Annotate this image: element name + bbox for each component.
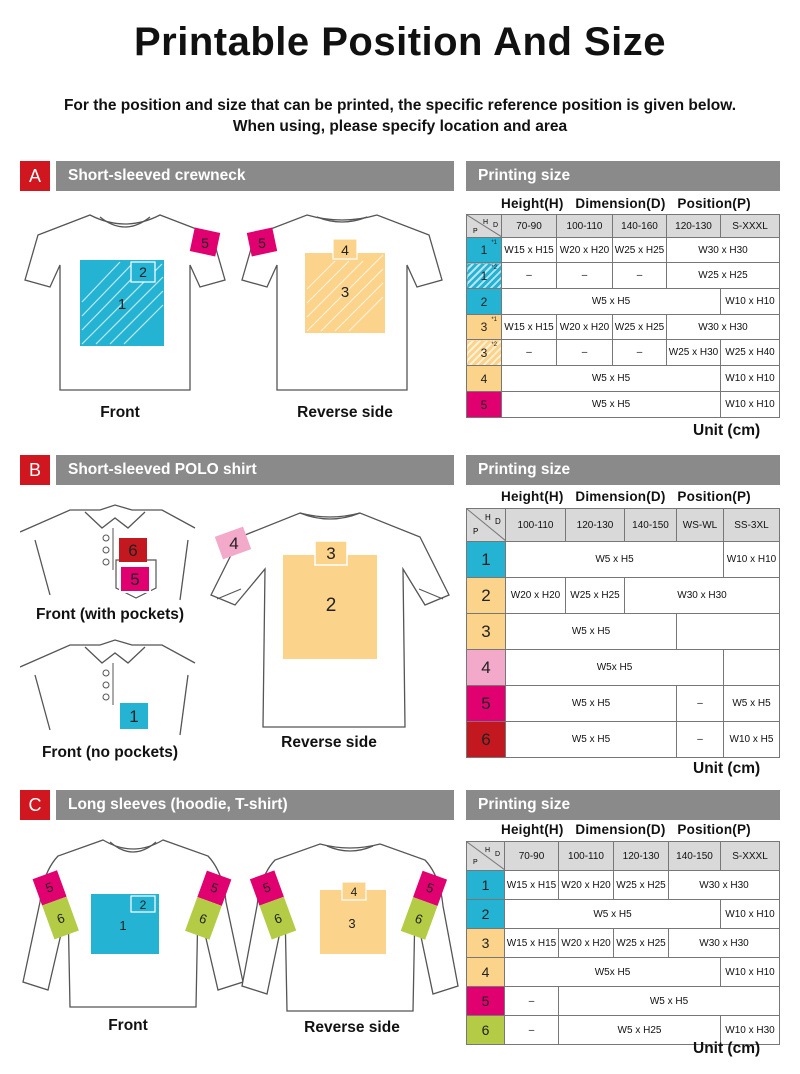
cell: W5 x H5 <box>724 686 780 722</box>
longsleeve-front-illustration <box>18 832 248 1012</box>
cell: W20 x H20 <box>557 315 613 340</box>
section-b-size-table <box>466 508 780 758</box>
cell: W30 x H30 <box>667 238 780 263</box>
row-key-3-alt: 3 *2 <box>467 340 502 366</box>
cell: W5 x H25 <box>559 1016 721 1045</box>
section-a-table-legend <box>501 196 751 211</box>
mark-1: 1 <box>119 918 127 933</box>
cell: – <box>557 340 613 366</box>
row-key-4: 4 <box>467 958 505 987</box>
mark-5-left: 5 <box>43 879 56 896</box>
row-key-3: 3 <box>467 929 505 958</box>
legend-height: Height(H) <box>501 822 564 837</box>
row-key-4: 4 <box>467 650 506 686</box>
cell: W30 x H30 <box>669 929 780 958</box>
cell: W25 x H25 <box>613 315 667 340</box>
table-row <box>467 987 780 1016</box>
legend-position: Position(P) <box>677 196 751 211</box>
polo-front-no-pockets-caption: Front (no pockets) <box>41 744 179 761</box>
legend-height: Height(H) <box>501 196 564 211</box>
legend-dimension: Dimension(D) <box>575 822 666 837</box>
cell: W10 x H5 <box>724 722 780 758</box>
cell-empty <box>724 650 780 686</box>
svg-text:H: H <box>485 513 491 522</box>
svg-text:D: D <box>495 851 501 858</box>
cell: W20 x H20 <box>559 929 614 958</box>
tshirt-front-illustration <box>20 205 230 395</box>
table-row <box>467 263 780 289</box>
size-col-2: 120-130 <box>614 842 669 871</box>
table-row <box>467 289 780 315</box>
table-row <box>467 542 780 578</box>
cell: – <box>505 987 559 1016</box>
size-col-3: 120-130 <box>667 215 721 238</box>
cell: W10 x H10 <box>721 392 780 418</box>
polo-back-caption: Reverse side <box>281 734 377 751</box>
svg-text:P: P <box>473 228 478 235</box>
size-col-0: 100-110 <box>506 509 566 542</box>
mark-4: 4 <box>350 885 358 899</box>
section-a-unit: Unit (cm) <box>693 422 761 439</box>
cell: W10 x H30 <box>721 1016 780 1045</box>
row-key-1-alt: 1 *2 <box>467 263 502 289</box>
table-row <box>467 366 780 392</box>
cell: W5 x H5 <box>505 900 721 929</box>
legend-position: Position(P) <box>677 822 751 837</box>
cell: W15 x H15 <box>502 238 557 263</box>
mark-2: 2 <box>325 595 337 616</box>
table-row <box>467 929 780 958</box>
cell: – <box>557 263 613 289</box>
row-key-5: 5 <box>467 392 502 418</box>
mark-6-right: 6 <box>412 910 425 928</box>
section-b-table-legend <box>501 489 751 504</box>
longsleeve-back-illustration <box>240 836 460 1016</box>
row-key-2: 2 <box>467 289 502 315</box>
cell: W5 x H5 <box>502 392 721 418</box>
table-row <box>467 958 780 987</box>
section-a-title: Short-sleeved crewneck <box>56 161 454 191</box>
cell: W5 x H5 <box>559 987 780 1016</box>
cell: W25 x H40 <box>721 340 780 366</box>
svg-text:D: D <box>495 517 501 526</box>
section-b-letter: B <box>20 455 50 485</box>
row-key-5: 5 <box>467 987 505 1016</box>
row-key-1: 1 <box>467 871 505 900</box>
table-row <box>467 650 780 686</box>
cell: – <box>502 263 557 289</box>
section-c-table-legend <box>501 822 751 837</box>
size-col-4: S-XXXL <box>721 215 780 238</box>
cell: W25 x H25 <box>613 238 667 263</box>
legend-position: Position(P) <box>677 489 751 504</box>
size-col-2: 140-150 <box>625 509 677 542</box>
cell: – <box>613 263 667 289</box>
size-col-4: S-XXXL <box>721 842 780 871</box>
size-col-2: 140-160 <box>613 215 667 238</box>
row-key-6: 6 <box>467 1016 505 1045</box>
svg-text:P: P <box>473 859 478 866</box>
mark-5-right: 5 <box>208 879 221 897</box>
cell: W25 x H25 <box>566 578 625 614</box>
row-key-3: 3 *1 <box>467 315 502 340</box>
table-row <box>467 578 780 614</box>
table-corner-cell <box>467 842 505 871</box>
cell: W5 x H5 <box>506 614 677 650</box>
cell: W10 x H10 <box>721 900 780 929</box>
cell: W5 x H5 <box>502 289 721 315</box>
cell: W25 x H25 <box>614 871 669 900</box>
table-row <box>467 722 780 758</box>
mark-6: 6 <box>128 541 138 560</box>
mark-5-back: 5 <box>258 235 266 251</box>
mark-4: 4 <box>341 242 349 258</box>
longsleeve-back-caption: Reverse side <box>304 1019 400 1036</box>
legend-height: Height(H) <box>501 489 564 504</box>
mark-5-right: 5 <box>424 879 437 897</box>
mark-5: 5 <box>201 235 209 251</box>
section-a-back-caption: Reverse side <box>297 404 393 421</box>
row-key-3: 3 <box>467 614 506 650</box>
section-c-printing-size: Printing size <box>466 790 780 820</box>
mark-3: 3 <box>348 916 356 931</box>
mark-3: 3 <box>340 284 350 301</box>
cell: W15 x H15 <box>502 315 557 340</box>
cell: – <box>613 340 667 366</box>
section-b-title: Short-sleeved POLO shirt <box>56 455 454 485</box>
table-row <box>467 614 780 650</box>
polo-back-illustration <box>205 505 455 730</box>
mark-4: 4 <box>229 534 239 553</box>
mark-5-left: 5 <box>260 879 273 896</box>
row-key-1: 1 *1 <box>467 238 502 263</box>
row-key-6: 6 <box>467 722 506 758</box>
svg-text:P: P <box>473 527 479 536</box>
svg-text:D: D <box>493 222 499 229</box>
section-c-title: Long sleeves (hoodie, T-shirt) <box>56 790 454 820</box>
size-col-4: SS-3XL <box>724 509 780 542</box>
table-row <box>467 686 780 722</box>
row-key-1: 1 <box>467 542 506 578</box>
cell: W25 x H30 <box>667 340 721 366</box>
cell: – <box>677 722 724 758</box>
svg-text:H: H <box>483 219 489 226</box>
longsleeve-front-caption: Front <box>108 1017 148 1034</box>
svg-text:H: H <box>485 847 491 854</box>
cell: W15 x H15 <box>505 929 559 958</box>
mark-2: 2 <box>139 264 147 280</box>
polo-front-no-pockets-illustration <box>20 635 200 740</box>
cell: W20 x H20 <box>559 871 614 900</box>
cell: W5 x H5 <box>506 722 677 758</box>
mark-6-left: 6 <box>272 910 284 927</box>
legend-dimension: Dimension(D) <box>575 196 666 211</box>
cell: W5x H5 <box>506 650 724 686</box>
section-c-unit: Unit (cm) <box>693 1040 761 1057</box>
table-row <box>467 238 780 263</box>
mark-6-left: 6 <box>54 910 67 927</box>
section-b-printing-size: Printing size <box>466 455 780 485</box>
page-title: Printable Position And Size <box>133 20 667 64</box>
cell: W20 x H20 <box>506 578 566 614</box>
table-header-row <box>467 842 780 871</box>
table-row <box>467 315 780 340</box>
cell: W30 x H30 <box>669 871 780 900</box>
mark-1: 1 <box>117 296 127 313</box>
table-row <box>467 340 780 366</box>
page-subtitle: For the position and size that can be printed, the specific reference position is given below. When using, please specify location and area <box>63 97 737 135</box>
polo-front-pockets-caption: Front (with pockets) <box>35 606 185 623</box>
cell-empty <box>677 614 780 650</box>
cell: W20 x H20 <box>557 238 613 263</box>
cell: W10 x H10 <box>721 289 780 315</box>
polo-front-pockets-illustration <box>20 500 200 605</box>
cell: W30 x H30 <box>667 315 780 340</box>
cell: W10 x H10 <box>721 958 780 987</box>
mark-3: 3 <box>326 544 336 563</box>
size-col-0: 70-90 <box>502 215 557 238</box>
table-row <box>467 900 780 929</box>
row-key-5: 5 <box>467 686 506 722</box>
section-c-size-table <box>466 841 780 1045</box>
cell: W5x H5 <box>505 958 721 987</box>
size-col-3: WS-WL <box>677 509 724 542</box>
table-corner-cell <box>467 215 502 238</box>
cell: W10 x H10 <box>721 366 780 392</box>
cell: – <box>677 686 724 722</box>
cell: W25 x H25 <box>667 263 780 289</box>
size-col-3: 140-150 <box>669 842 721 871</box>
size-col-1: 100-110 <box>559 842 614 871</box>
table-corner-cell <box>467 509 506 542</box>
section-a-letter: A <box>20 161 50 191</box>
table-row <box>467 871 780 900</box>
mark-2: 2 <box>139 898 147 912</box>
section-a-size-table <box>466 214 780 418</box>
cell: – <box>505 1016 559 1045</box>
mark-1: 1 <box>129 707 139 726</box>
table-header-row <box>467 509 780 542</box>
cell: W5 x H5 <box>502 366 721 392</box>
row-key-2: 2 <box>467 900 505 929</box>
legend-dimension: Dimension(D) <box>575 489 666 504</box>
size-col-1: 100-110 <box>557 215 613 238</box>
cell: W5 x H5 <box>506 542 724 578</box>
section-a-front-caption: Front <box>100 404 140 421</box>
tshirt-back-illustration <box>235 205 450 395</box>
cell: W5 x H5 <box>506 686 677 722</box>
size-col-0: 70-90 <box>505 842 559 871</box>
cell: W30 x H30 <box>625 578 780 614</box>
section-a-printing-size: Printing size <box>466 161 780 191</box>
table-row <box>467 392 780 418</box>
cell: – <box>502 340 557 366</box>
cell: W25 x H25 <box>614 929 669 958</box>
row-key-4: 4 <box>467 366 502 392</box>
section-c-letter: C <box>20 790 50 820</box>
row-key-2: 2 <box>467 578 506 614</box>
cell: W10 x H10 <box>724 542 780 578</box>
size-col-1: 120-130 <box>566 509 625 542</box>
mark-6-right: 6 <box>197 910 210 928</box>
mark-5: 5 <box>130 570 140 589</box>
table-header-row <box>467 215 780 238</box>
cell: W15 x H15 <box>505 871 559 900</box>
section-b-unit: Unit (cm) <box>693 760 761 777</box>
